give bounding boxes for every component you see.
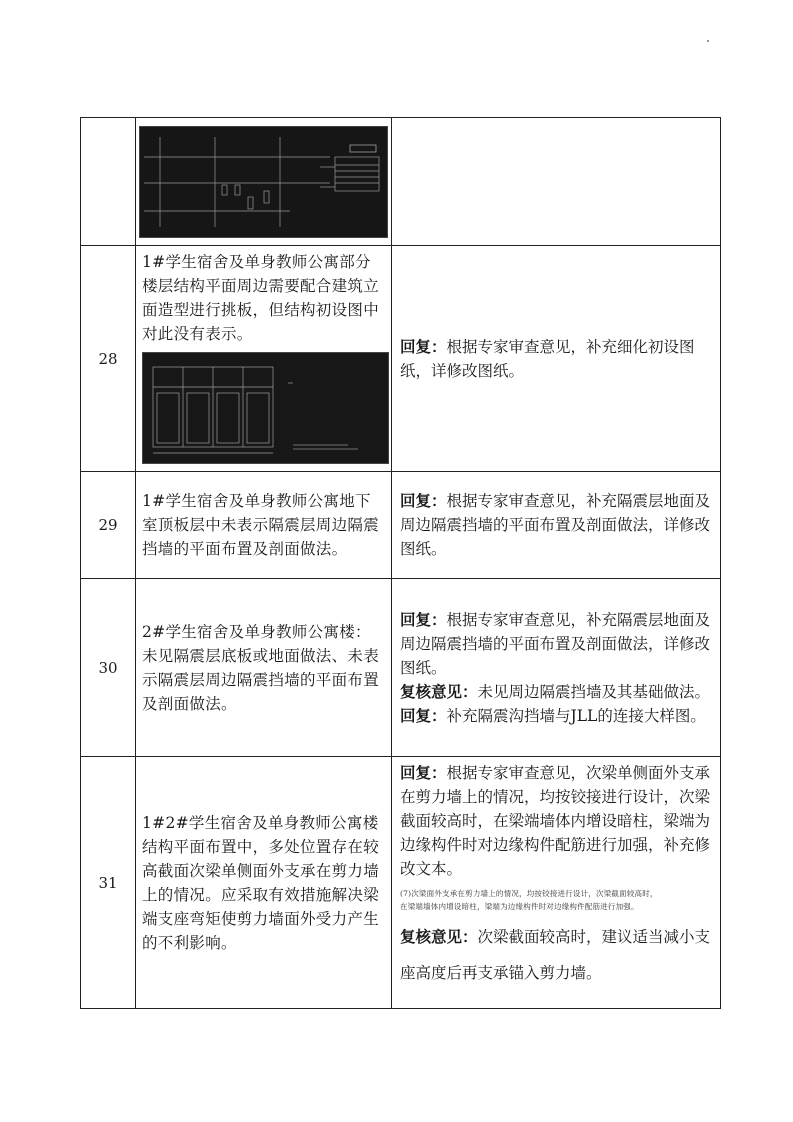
cad-drawing-image — [142, 352, 389, 464]
row-number-cell: 29 — [81, 472, 136, 579]
row-number-cell — [81, 118, 136, 246]
review-text: 次梁截面较高时，建议适当减小支座高度后再支承锚入剪力墙。 — [400, 928, 711, 982]
reply-paragraph — [400, 489, 712, 561]
review-paragraph — [400, 919, 712, 991]
row-number-cell: 28 — [81, 246, 136, 472]
issue-cell — [136, 246, 392, 472]
reply-cell — [392, 472, 721, 579]
table-row — [81, 246, 721, 472]
reply-label: 回复： — [400, 491, 447, 510]
reply-label: 回复： — [400, 763, 447, 782]
review-label: 复核意见： — [400, 681, 478, 701]
reply-text: 根据专家审查意见，补充隔震层地面及周边隔震挡墙的平面布置及剖面做法，详修改图纸。 — [400, 492, 711, 558]
review-text: 未见周边隔震挡墙及其基础做法。 — [477, 682, 711, 701]
reply-text: 根据专家审查意见，次梁单侧面外支承在剪力墙上的情况，均按铰接进行设计，次梁截面较高时，在梁端墙体内增设暗柱，梁端为边缘构件时对边缘构件配筋进行加强，补充修改文本。 — [400, 764, 711, 878]
reply-label: 回复： — [400, 609, 447, 629]
reply-cell — [392, 757, 721, 1009]
reply-paragraph — [400, 608, 712, 680]
issue-cell — [136, 118, 392, 246]
reply-cell — [392, 118, 721, 246]
scan-speck — [707, 40, 709, 42]
reply-paragraph — [400, 761, 712, 881]
review-table — [80, 117, 721, 1009]
reply-paragraph — [400, 335, 712, 383]
issue-text: 2#学生宿舍及单身教师公寓楼：未见隔震层底板或地面做法、未表示隔震层周边隔震挡墙的平面布置及剖面做法。 — [142, 622, 380, 713]
row-number-cell: 30 — [81, 579, 136, 757]
table-row — [81, 118, 721, 246]
review-paragraph — [400, 680, 712, 704]
table-row — [81, 579, 721, 757]
reply-text: 根据专家审查意见，补充细化初设图纸，详修改图纸。 — [400, 337, 695, 380]
issue-cell — [136, 472, 392, 579]
reply-label: 回复： — [400, 705, 447, 725]
reply-label: 回复： — [400, 336, 447, 356]
cad-drawing-image — [139, 126, 388, 238]
issue-text: 1#学生宿舍及单身教师公寓部分楼层结构平面周边需要配合建筑立面造型进行挑板，但结构初设图中对此没有表示。 — [142, 253, 380, 343]
excerpt-line: (7)次梁面外支承在剪力墙上的情况，均按铰接进行设计，次梁截面较高时， — [400, 889, 658, 898]
issue-cell — [136, 757, 392, 1009]
reply-text: 补充隔震沟挡墙与JLL的连接大样图。 — [446, 706, 706, 725]
reply-text: 根据专家审查意见，补充隔震层地面及周边隔震挡墙的平面布置及剖面做法，详修改图纸。 — [400, 610, 711, 677]
issue-text: 1#2#学生宿舍及单身教师公寓楼结构平面布置中，多处位置存在较高截面次梁单侧面外支承在剪力墙上的情况。应采取有效措施解决梁端支座弯矩使剪力墙面外受力产生的不利影响。 — [142, 813, 380, 952]
reply-cell — [392, 579, 721, 757]
review-label: 复核意见： — [400, 927, 478, 946]
issue-text: 1#学生宿舍及单身教师公寓地下室顶板层中未表示隔震层周边隔震挡墙的平面布置及剖面做法。 — [142, 492, 380, 558]
row-number-cell: 31 — [81, 757, 136, 1009]
table-row — [81, 472, 721, 579]
issue-cell — [136, 579, 392, 757]
reply-paragraph — [400, 704, 712, 728]
revised-text-excerpt — [400, 887, 712, 913]
reply-cell — [392, 246, 721, 472]
excerpt-line: 在梁端墙体内增设暗柱，梁端为边缘构件时对边缘构件配筋进行加强。 — [400, 902, 639, 911]
table-row — [81, 757, 721, 1009]
